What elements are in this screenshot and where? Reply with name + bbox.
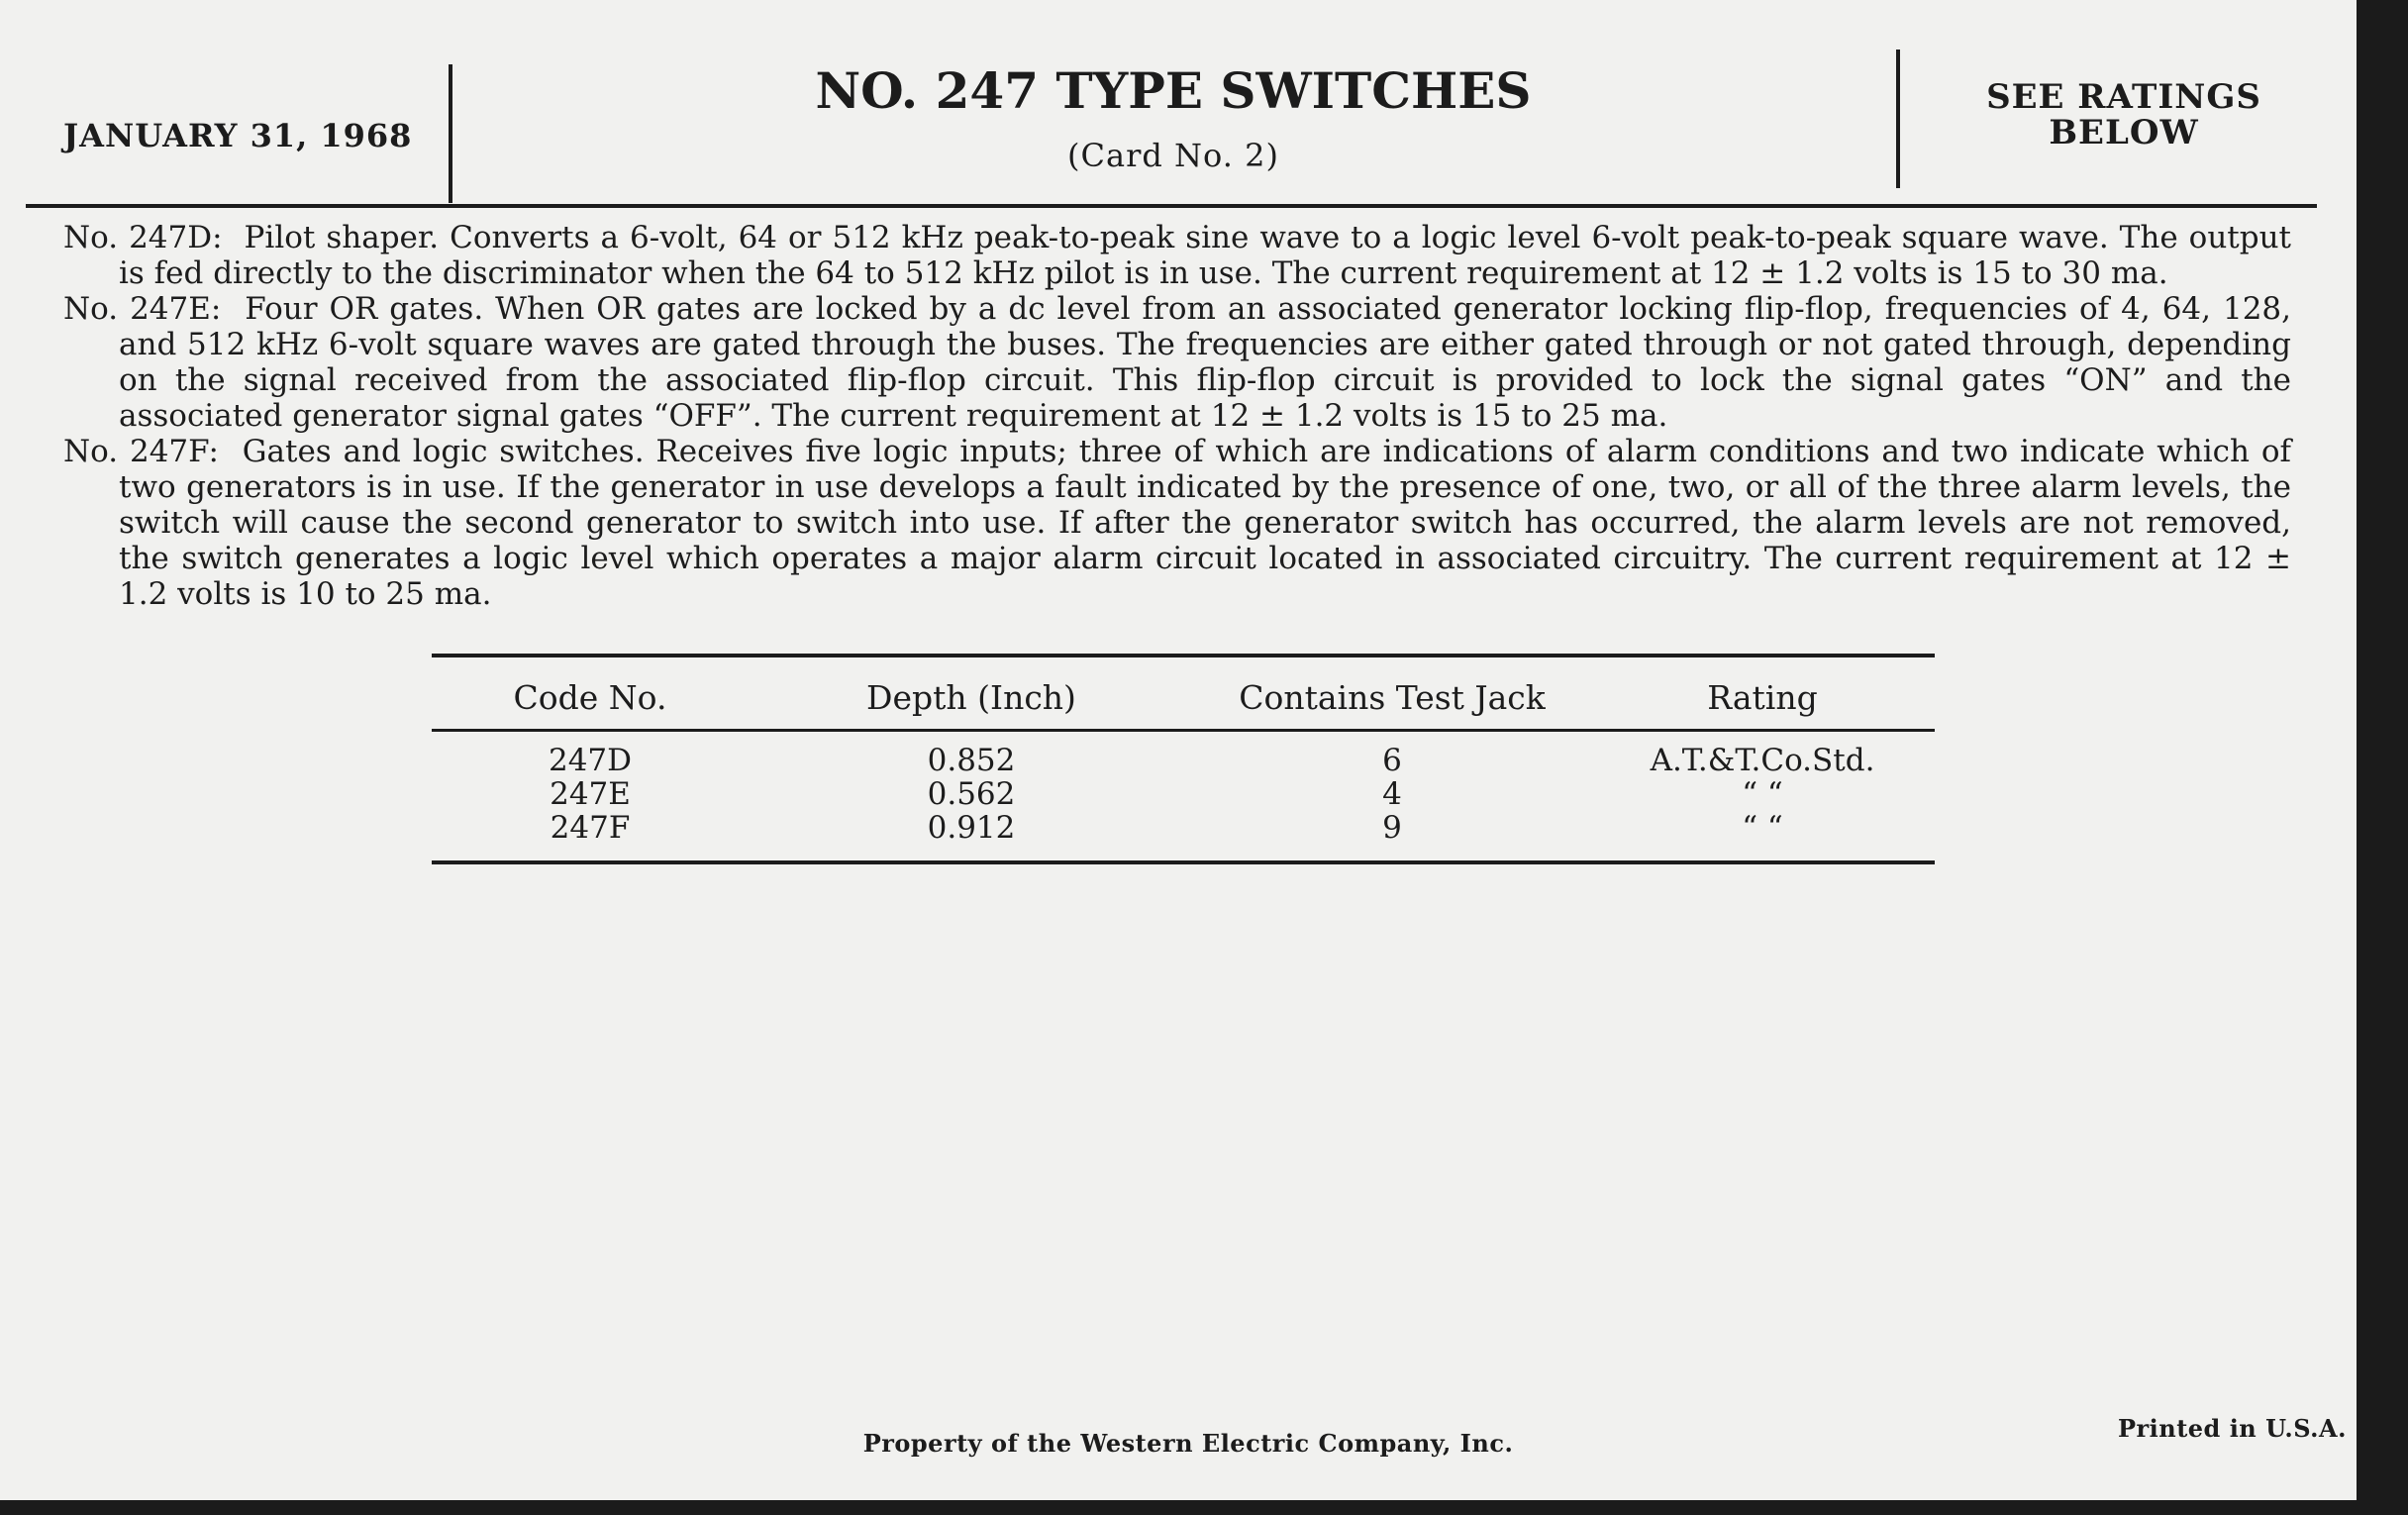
table-row (432, 811, 1935, 845)
card-title: NO. 247 TYPE SWITCHES (815, 61, 1532, 120)
header-test-jack: Contains Test Jack (1239, 677, 1546, 717)
description-text: Gates and logic switches. Receives five logic inputs; three of which are indications of alarm conditions and two indicate which of two generators is in use. If the generator in use develops a fault indicated by the presence of one, two, or all of the three alarm levels, the switch will cause the second generator to switch into use. If after the generator switch has occurred, the alarm levels are not removed, the switch generates a logic level which operates a major alarm circuit located in associated circuitry. The current requirement at 12 ± 1.2 volts is 10 to 25 ma. (119, 434, 2291, 612)
table-top-rule (432, 654, 1935, 657)
header-rule (26, 204, 2317, 208)
ratings-note (1906, 79, 2342, 151)
header-rating: Rating (1707, 677, 1818, 717)
table-header-rule (432, 729, 1935, 732)
description-code: No. 247D: (63, 220, 223, 255)
table-bottom-rule (432, 860, 1935, 864)
cell-rating: “ “ (1742, 810, 1783, 846)
table-header-row (432, 671, 1935, 723)
header-divider-right (1896, 50, 1900, 188)
cell-test-jack: 4 (1382, 776, 1402, 812)
cell-code: 247F (550, 810, 631, 846)
cell-code: 247E (550, 776, 631, 812)
ratings-note-line1: SEE RATINGS (1986, 77, 2261, 117)
cell-rating: A.T.&T.Co.Std. (1650, 743, 1875, 778)
description-247f (63, 434, 2291, 612)
description-code: No. 247F: (63, 434, 219, 469)
ratings-note-line2: BELOW (2049, 113, 2199, 152)
header-code-no: Code No. (513, 677, 667, 717)
cell-test-jack: 6 (1382, 743, 1402, 778)
description-247e (63, 291, 2291, 434)
card-subtitle: (Card No. 2) (1067, 137, 1279, 174)
description-text: Four OR gates. When OR gates are locked by a dc level from an associated generator locking flip-flop, frequencies of 4, 64, 128, and 512 kHz 6-volt square waves are gated through the buses. The frequencies are either gated through or not gated through, depending on the signal received from the associated flip-flop circuit. This flip-flop circuit is provided to lock the signal gates “ON” and the associated generator signal gates “OFF”. The current requirement at 12 ± 1.2 volts is 15 to 25 ma. (119, 291, 2291, 434)
cell-depth: 0.562 (927, 776, 1016, 812)
cell-test-jack: 9 (1382, 810, 1402, 846)
card-date: JANUARY 31, 1968 (63, 117, 413, 154)
table-row (432, 777, 1935, 811)
footer-property: Property of the Western Electric Company, Inc. (862, 1429, 1514, 1458)
cell-depth: 0.852 (927, 743, 1016, 778)
header-divider-left (449, 64, 452, 203)
description-247d (63, 220, 2291, 291)
table-row (432, 744, 1935, 777)
ratings-table (432, 654, 1935, 864)
footer-printed: Printed in U.S.A. (2117, 1414, 2347, 1443)
description-text: Pilot shaper. Converts a 6-volt, 64 or 512 kHz peak-to-peak sine wave to a logic level 6-volt peak-to-peak square wave. The output is fed directly to the discriminator when the 64 to 512 kHz pilot is in use. The current requirement at 12 ± 1.2 volts is 15 to 30 ma. (119, 220, 2292, 291)
table-body (432, 744, 1935, 845)
header-depth: Depth (Inch) (866, 677, 1076, 717)
cell-code: 247D (548, 743, 633, 778)
description-code: No. 247E: (63, 291, 222, 327)
cell-rating: “ “ (1742, 776, 1783, 812)
descriptions (63, 220, 2291, 612)
cell-depth: 0.912 (927, 810, 1016, 846)
